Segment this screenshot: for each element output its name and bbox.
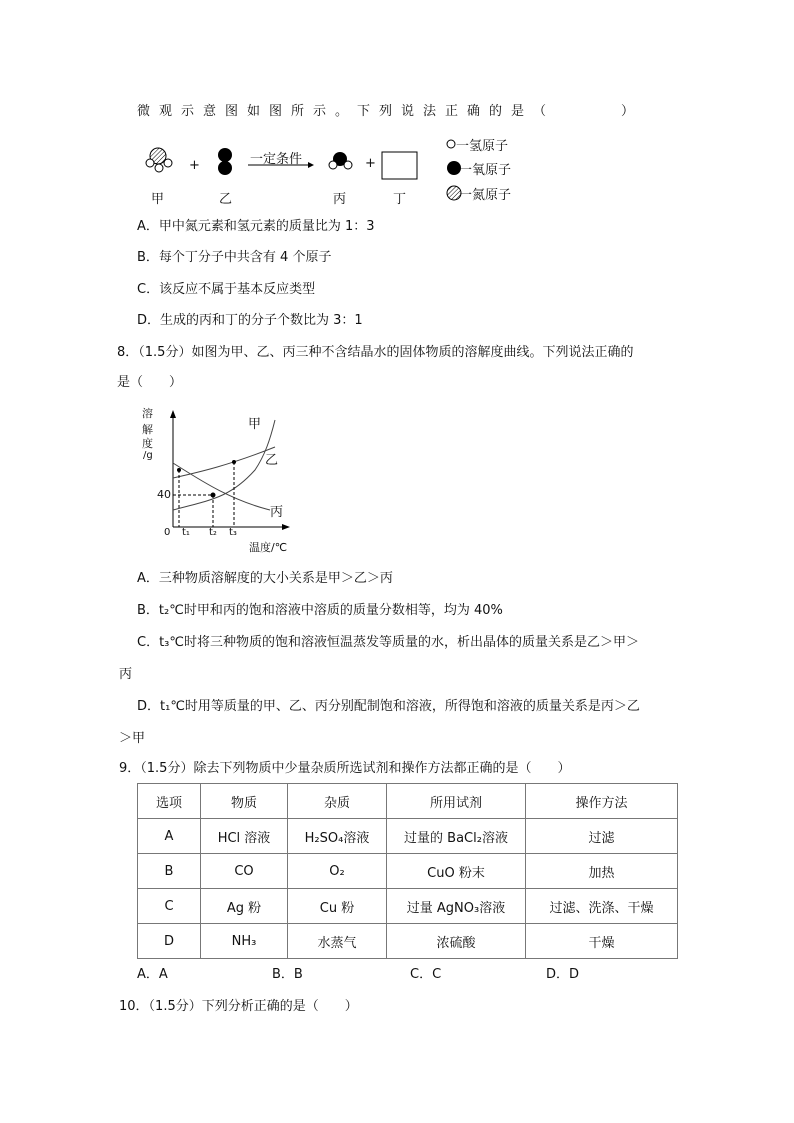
label-ding: 丁	[393, 192, 407, 207]
header-cell: 杂质	[288, 784, 387, 819]
q8-stem-cont: 是（ ）	[117, 375, 183, 390]
q8-option-a: A．三种物质溶解度的大小关系是甲＞乙＞丙	[137, 571, 393, 586]
cell: Cu 粉	[288, 889, 387, 924]
series-label-yi: 乙	[265, 453, 279, 468]
cell: 过量的 BaCl₂溶液	[387, 819, 526, 854]
q8-option-d-cont: ＞甲	[119, 731, 146, 746]
cell: A	[138, 819, 201, 854]
header-cell: 所用试剂	[387, 784, 526, 819]
cell: 浓硫酸	[387, 924, 526, 959]
y-axis-label-1: 溶	[142, 407, 153, 420]
legend-nitrogen: 一氮原子	[459, 188, 512, 203]
q7-option-b: B．每个丁分子中共含有 4 个原子	[137, 250, 332, 265]
q8-option-c: C．t₃℃时将三种物质的饱和溶液恒温蒸发等质量的水，析出晶体的质量关系是乙＞甲＞	[137, 635, 639, 650]
x-axis-label: 温度/℃	[249, 541, 288, 554]
cell: 过滤	[526, 819, 678, 854]
plus-sign: +	[365, 156, 376, 171]
y-tick-40: 40	[157, 488, 171, 501]
x-tick-t2: t₂	[209, 527, 217, 538]
cell: Ag 粉	[201, 889, 288, 924]
cell: B	[138, 854, 201, 889]
y-axis-label-3: 度	[142, 437, 153, 450]
x-tick-t3: t₃	[229, 527, 237, 538]
q8-option-b: B．t₂℃时甲和丙的饱和溶液中溶质的质量分数相等，均为 40%	[137, 603, 503, 618]
label-jia: 甲	[151, 192, 165, 207]
cell: NH₃	[201, 924, 288, 959]
cell: 加热	[526, 854, 678, 889]
q9-answer-c: C．C	[410, 967, 442, 982]
q8-stem: 8．（1.5分）如图为甲、乙、丙三种不含结晶水的固体物质的溶解度曲线。下列说法正确的	[117, 345, 634, 360]
cell: CuO 粉末	[387, 854, 526, 889]
hydrogen-atom-icon	[447, 140, 455, 148]
cell: 过滤、洗涤、干燥	[526, 889, 678, 924]
cell: 干燥	[526, 924, 678, 959]
table-row	[138, 889, 678, 924]
q7-option-d: D．生成的丙和丁的分子个数比为 3：1	[137, 313, 363, 328]
reaction-condition: 一定条件	[250, 152, 303, 167]
origin-label: 0	[164, 527, 171, 538]
q7-option-a: A．甲中氮元素和氢元素的质量比为 1：3	[137, 219, 375, 234]
y-axis-label-4: /g	[143, 450, 153, 461]
molecule-ding-box	[382, 152, 417, 179]
molecule-jia	[146, 148, 172, 172]
x-tick-t1: t₁	[182, 527, 190, 538]
table-row	[138, 819, 678, 854]
series-label-bing: 丙	[270, 505, 284, 520]
q7-intro: 微观示意图如图所示。下列说法正确的是（ ）	[137, 104, 644, 119]
molecule-yi	[218, 148, 232, 175]
cell: CO	[201, 854, 288, 889]
q8-option-d: D．t₁℃时用等质量的甲、乙、丙分别配制饱和溶液，所得饱和溶液的质量关系是丙＞乙	[137, 699, 640, 714]
q9-answer-d: D．D	[546, 967, 580, 982]
header-cell: 物质	[201, 784, 288, 819]
cell: 水蒸气	[288, 924, 387, 959]
y-axis-label-2: 解	[142, 423, 153, 436]
legend-oxygen: 一氧原子	[459, 163, 512, 178]
q9-stem: 9．（1.5分）除去下列物质中少量杂质所选试剂和操作方法都正确的是（ ）	[119, 761, 571, 776]
table-row	[138, 854, 678, 889]
q9-table	[137, 783, 678, 959]
header-cell: 选项	[138, 784, 201, 819]
cell: D	[138, 924, 201, 959]
table-row	[138, 924, 678, 959]
cell: H₂SO₄溶液	[288, 819, 387, 854]
label-yi: 乙	[219, 192, 233, 207]
q10-stem: 10．（1.5分）下列分析正确的是（ ）	[119, 999, 358, 1014]
cell: O₂	[288, 854, 387, 889]
q7-option-c: C．该反应不属于基本反应类型	[137, 282, 316, 297]
series-label-jia: 甲	[248, 417, 262, 432]
q9-answer-b: B．B	[272, 967, 303, 982]
q9-answer-a: A．A	[137, 967, 168, 982]
cell: HCl 溶液	[201, 819, 288, 854]
legend-hydrogen: 一氢原子	[456, 139, 509, 154]
header-cell: 操作方法	[526, 784, 678, 819]
cell: 过量 AgNO₃溶液	[387, 889, 526, 924]
plus-sign: +	[189, 158, 200, 173]
molecule-bing	[329, 152, 352, 169]
cell: C	[138, 889, 201, 924]
q8-option-c-cont: 丙	[119, 667, 133, 682]
table-header-row	[138, 784, 678, 819]
label-bing: 丙	[333, 192, 347, 207]
